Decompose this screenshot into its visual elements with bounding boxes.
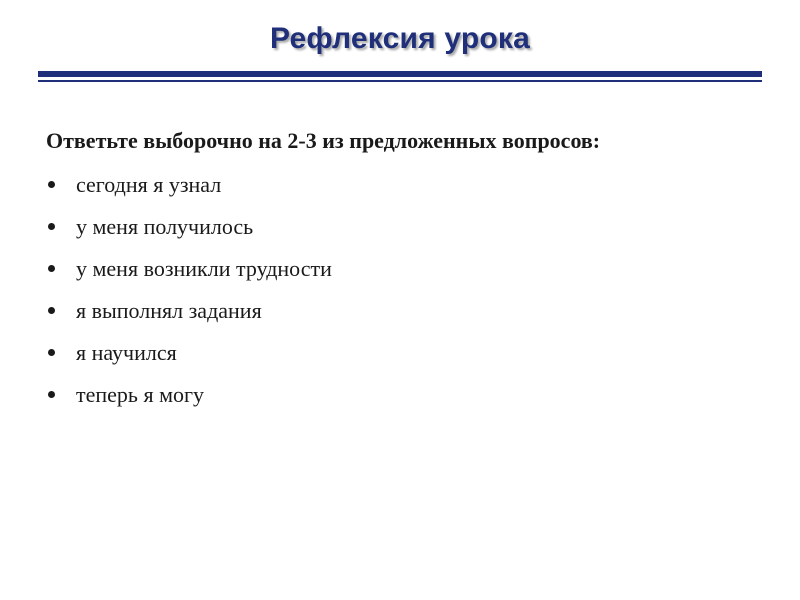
list-item [46,296,332,338]
question-list [46,170,332,422]
list-item [46,212,332,254]
list-item [46,170,332,212]
title-rule-thin [38,80,762,82]
list-item-label: у меня возникли трудности [76,256,332,281]
bullet-icon [48,307,55,314]
list-item [46,380,332,422]
bullet-icon [48,349,55,356]
list-item-label: теперь я могу [76,382,205,407]
bullet-icon [48,391,55,398]
list-item-label: сегодня я узнал [76,172,222,197]
list-item-label: я выполнял задания [76,298,262,323]
bullet-icon [48,223,55,230]
list-item [46,254,332,296]
slide-title: Рефлексия урока [269,22,531,55]
title-rule-thick [38,71,762,77]
bullet-icon [48,181,55,188]
list-item-label: я научился [76,340,177,365]
list-item-label: у меня получилось [76,214,254,239]
bullet-icon [48,265,55,272]
intro-text: Ответьте выборочно на 2-3 из предложенных вопросов: [46,128,601,153]
list-item [46,338,332,380]
